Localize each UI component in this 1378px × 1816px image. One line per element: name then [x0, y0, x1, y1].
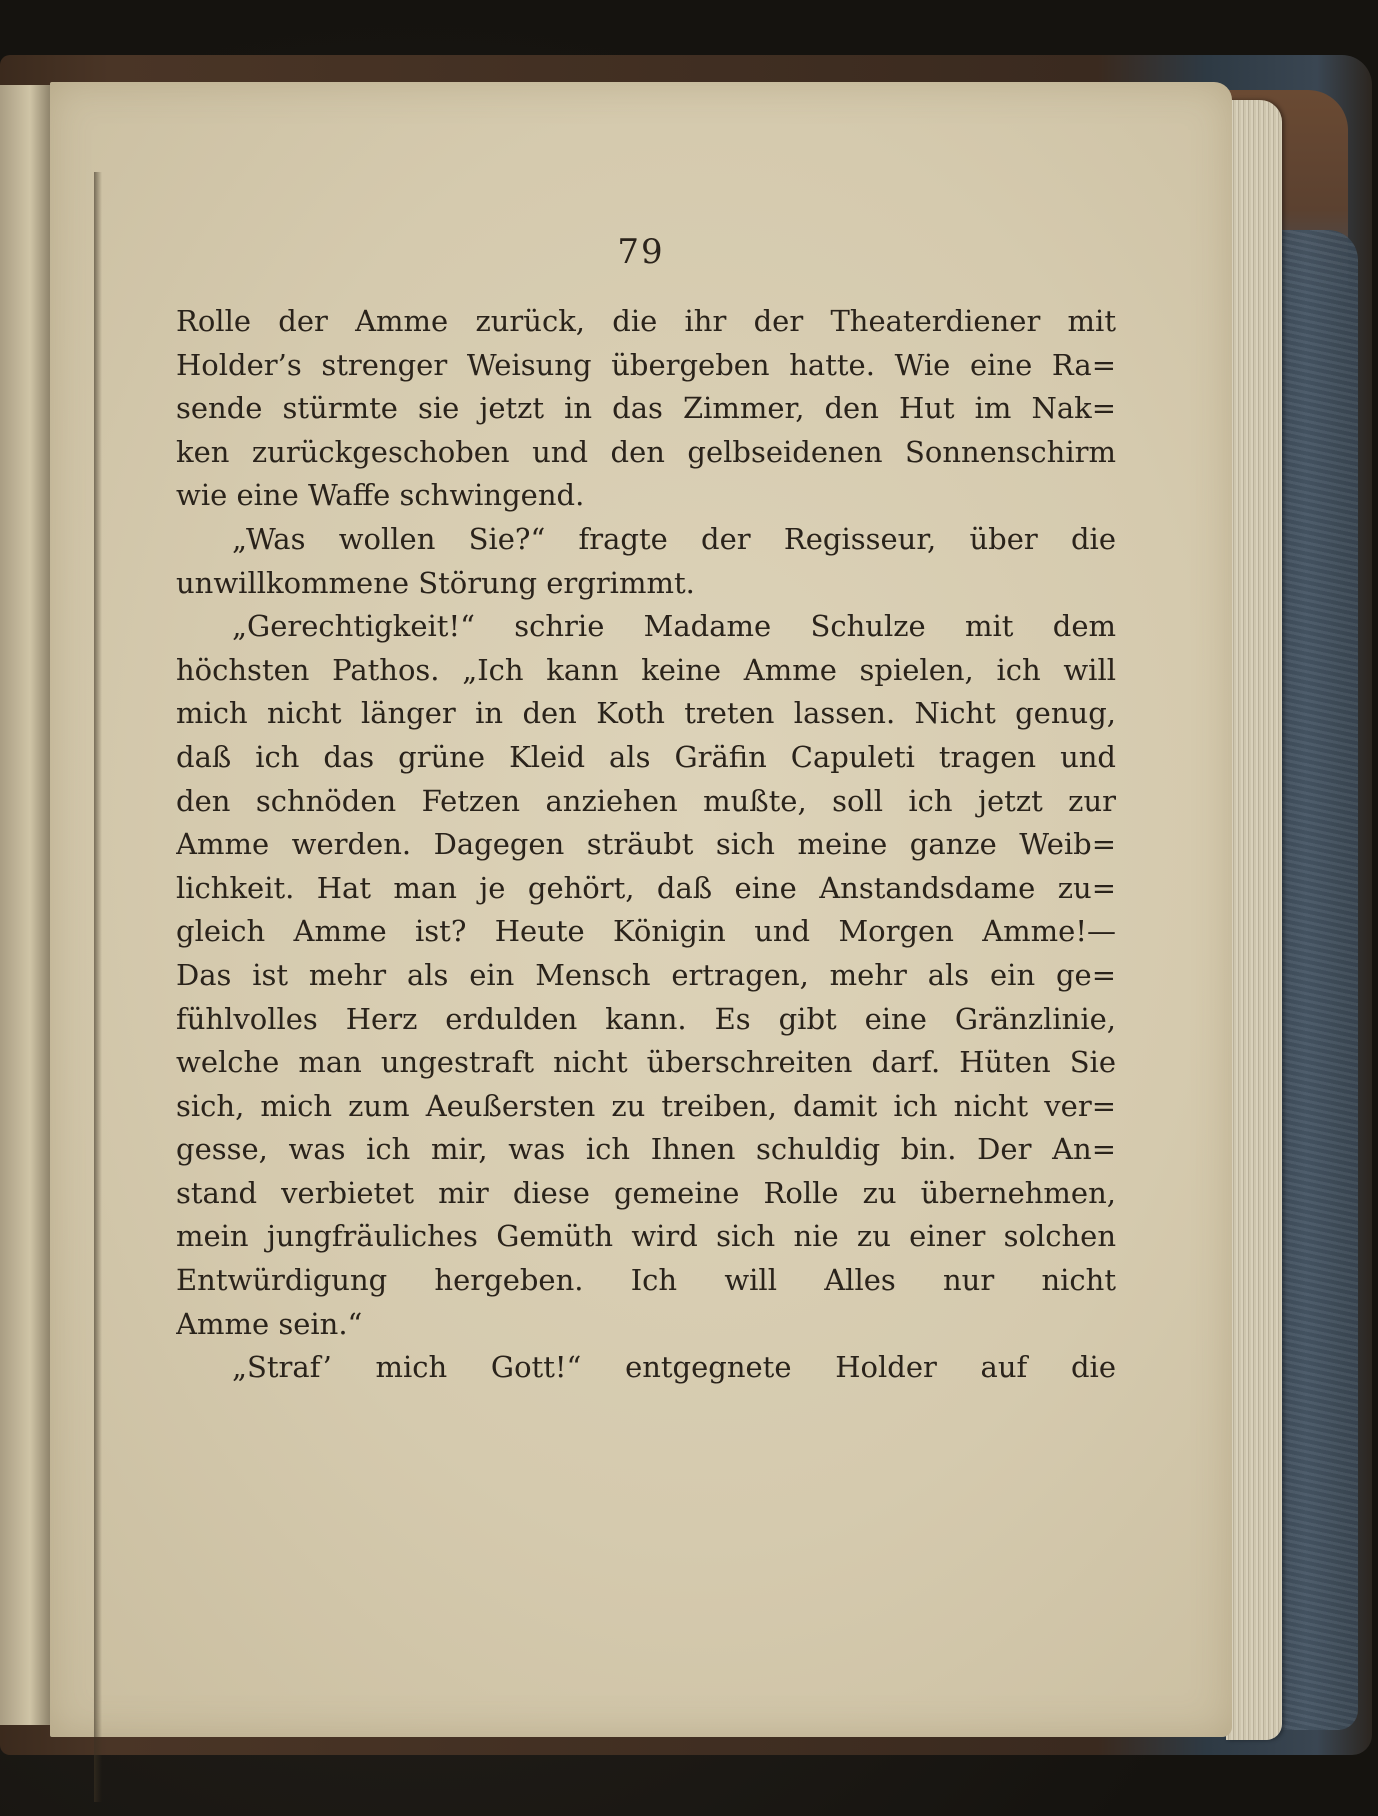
text-line: ken zurückgeschoben und den gelbseidenen Sonnenschirm — [176, 434, 1116, 469]
text-line: „Gerechtigkeit!“ schrie Madame Schulze mit dem — [232, 609, 1116, 644]
text-line: sende stürmte sie jetzt in das Zimmer, den Hut im Nak= — [176, 391, 1116, 426]
text-line: sich, mich zum Aeußersten zu treiben, damit ich nicht ver= — [176, 1088, 1116, 1123]
text-line: Amme sein.“ — [176, 1306, 363, 1341]
gutter-shadow — [94, 172, 102, 1802]
text-line: Amme werden. Dagegen sträubt sich meine ganze Weib= — [176, 827, 1116, 862]
text-line: welche man ungestraft nicht überschreiten darf. Hüten Sie — [176, 1045, 1116, 1080]
text-line: fühlvolles Herz erdulden kann. Es gibt eine Gränzlinie, — [176, 1001, 1116, 1036]
text-line: gleich Amme ist? Heute Königin und Morgen Amme!— — [176, 914, 1116, 949]
text-line: den schnöden Fetzen anziehen mußte, soll ich jetzt zur — [176, 783, 1116, 818]
book-page — [50, 82, 1232, 1737]
text-line: mich nicht länger in den Koth treten lassen. Nicht genug, — [176, 696, 1116, 731]
text-line: „Straf’ mich Gott!“ entgegnete Holder auf die — [232, 1350, 1116, 1385]
text-line: unwillkommene Störung ergrimmt. — [176, 565, 695, 600]
text-line: Holder’s strenger Weisung übergeben hatte. Wie eine Ra= — [176, 347, 1116, 382]
text-line: Rolle der Amme zurück, die ihr der Theaterdiener mit — [176, 304, 1116, 338]
text-line: gesse, was ich mir, was ich Ihnen schuldig bin. Der An= — [176, 1132, 1116, 1167]
text-line: Das ist mehr als ein Mensch ertragen, mehr als ein ge= — [176, 957, 1116, 992]
text-line: „Was wollen Sie?“ fragte der Regisseur, über die — [232, 521, 1116, 556]
text-line: Entwürdigung hergeben. Ich will Alles nur nicht — [176, 1263, 1116, 1298]
text-line: höchsten Pathos. „Ich kann keine Amme spielen, ich will — [176, 652, 1116, 687]
body-text — [176, 300, 1116, 1390]
page-edges — [1226, 100, 1282, 1740]
text-line: wie eine Waffe schwingend. — [176, 478, 585, 513]
text-line: daß ich das grüne Kleid als Gräfin Capuleti tragen und — [176, 739, 1116, 774]
left-page-edge — [0, 85, 50, 1725]
page-number: 79 — [617, 232, 665, 272]
text-line: mein jungfräuliches Gemüth wird sich nie zu einer solchen — [176, 1219, 1116, 1254]
text-line: lichkeit. Hat man je gehört, daß eine Anstandsdame zu= — [176, 870, 1116, 905]
text-line: stand verbietet mir diese gemeine Rolle zu übernehmen, — [176, 1175, 1116, 1210]
